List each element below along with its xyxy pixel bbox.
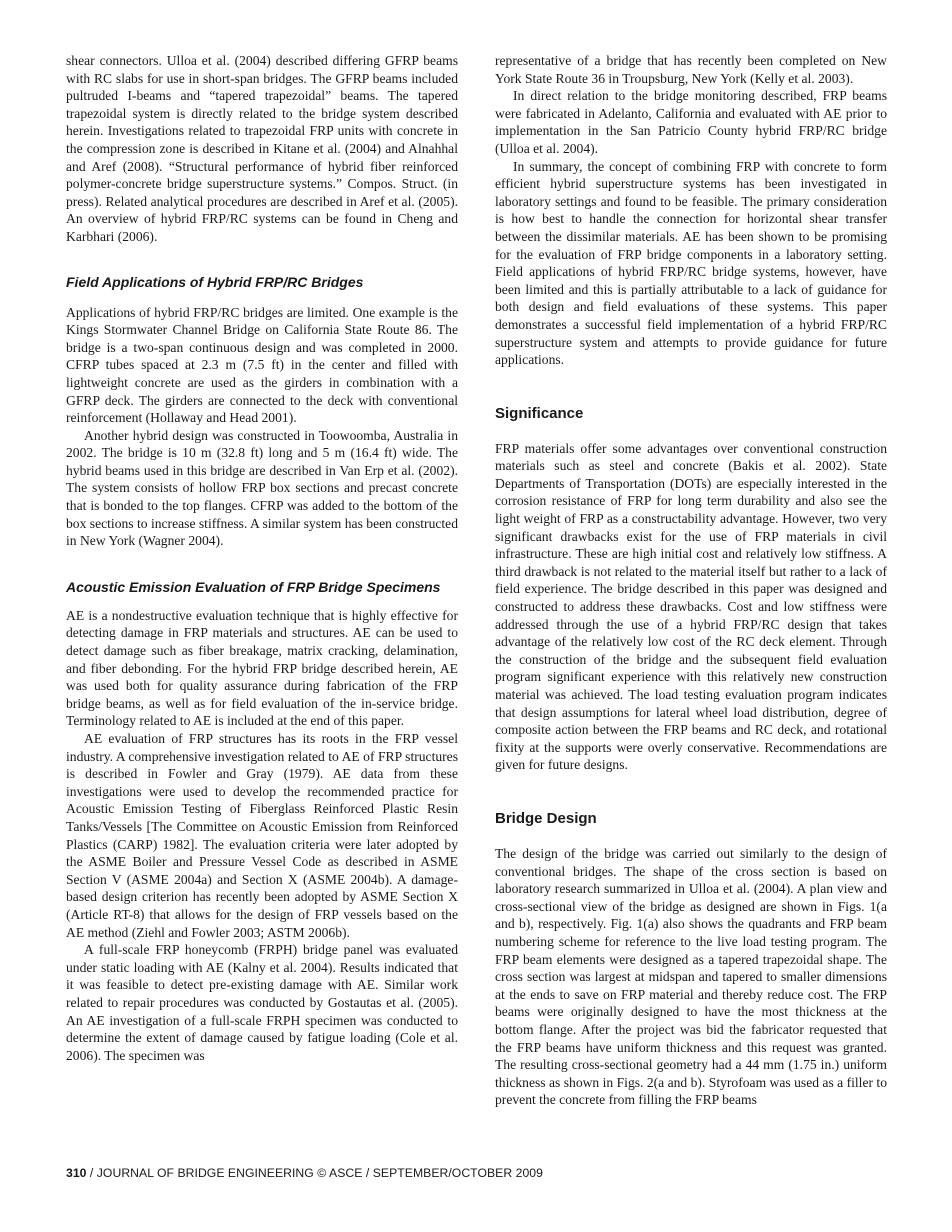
- subheading-field-applications: Field Applications of Hybrid FRP/RC Bridges: [66, 273, 364, 290]
- left-column: [66, 52, 458, 1064]
- paragraph-bridge-monitoring: In direct relation to the bridge monitoring described, FRP beams were fabricated in Adelanto, California and evaluated with AE prior to implementation in the San Patricio County hybrid FRP/RC bridge (Ulloa et al. 2004).: [495, 88, 887, 156]
- paragraph-ae-1: AE is a nondestructive evaluation technique that is highly effective for detecting damage in FRP materials and structures. AE can be used to detect damage such as fiber breakage, matrix cracking, delamination, and fiber debonding. For the hybrid FRP bridge described herein, AE was used both for quality assurance during fabrication of the FRP bridge beams, as well as for field evaluation of the in-service bridge. Terminology related to AE is included at the end of this paper.: [66, 607, 458, 729]
- paragraph-field-applications-2: Another hybrid design was constructed in Toowoomba, Australia in 2002. The bridge is 10 m (32.8 ft) long and 5 m (16.4 ft) wide. The hybrid beams used in this bridge are described in Van Erp et al. (2002). The system consists of hollow FRP box sections and precast concrete that is bonded to the top flanges. CFRP was added to the bottom of the box sections to increase stiffness. A similar system has been constructed in New York (Wagner 2004).: [66, 427, 459, 549]
- paragraph-field-applications-1: Applications of hybrid FRP/RC bridges are limited. One example is the Kings Stormwater Channel Bridge on California State Route 86. The bridge is a two-span continuous design and was completed in 2000. CFRP tubes spaced at 2.3 m (7.5 ft) in the center and filled with lightweight concrete are used as the girders in combination with a GFRP deck. The girders are connected to the deck with conventional reinforcement (Hollaway and Head 2001).: [66, 304, 458, 426]
- section-heading-bridge-design: Bridge Design: [495, 809, 597, 827]
- paragraph-significance: FRP materials offer some advantages over conventional construction materials such as steel and concrete (Bakis et al. 2002). State Departments of Transportation (DOTs) are especially interested in the corrosion resistance of FRP for long term durability and also see the light weight of FRP as a constructability advantage. However, two very significant drawbacks exist for the use of FRP materials in civil infrastructure. These are high initial cost and relatively low stiffness. A third drawback is not related to the material itself but rather to a lack of field experience. The bridge described in this paper was designed and constructed to address these drawbacks. Cost and low stiffness were addressed through the use of a hybrid FRP/RC design that takes advantage of the relatively low cost of the RC deck element. Through the construction of the bridge and the subsequent field evaluation program significant experience with this relatively new construction material was achieved. The load testing evaluation program indicates that design assumptions for lateral wheel load distribution, degree of composite action between the FRP beams and RC deck, and rotational fixity at the supports were overly conservative. Recommendations are given for future designs.: [495, 440, 887, 773]
- page-number: 310: [66, 1166, 87, 1180]
- section-heading-significance: Significance: [495, 404, 584, 422]
- right-column: [495, 52, 887, 1109]
- paragraph-summary: In summary, the concept of combining FRP with concrete to form efficient hybrid superstructure systems has been investigated in laboratory settings and found to be feasible. The primary consideration is how best to handle the connection for horizontal shear transfer between the dissimilar materials. AE has been shown to be promising for the evaluation of FRP bridge components in a laboratory setting. Field applications of hybrid FRP/RC bridge systems, however, have been limited and this is partially attributable to a lack of guidance for both design and field evaluations of these systems. This paper demonstrates a successful field implementation of a hybrid FRP/RC superstructure system and attempts to provide guidance for future applications.: [495, 158, 887, 368]
- paragraph-bridge-design: The design of the bridge was carried out similarly to the design of conventional bridges. The shape of the cross section is based on laboratory research summarized in Ulloa et al. (2004). A plan view and cross-sectional view of the bridge as designed are shown in Figs. 1(a and b), respectively. Fig. 1(a) also shows the quadrants and FRP beam numbering scheme for reference to the live load testing program. The FRP beam elements were designed as a tapered trapezoidal shape. The cross section was largest at midspan and tapered to smaller dimensions at the ends to save on FRP material and thereby reduce cost. The FRP beams were originally designed to have the most thickness at the bottom flange. After the project was bid the fabricator requested that the FRP beams have uniform thickness and this request was granted. The resulting cross-sectional geometry had a 44 mm (1.75 in.) uniform thickness as shown in Figs. 2(a and b). Styrofoam was used as a filler to prevent the concrete from filling the FRP beams: [495, 845, 887, 1108]
- page-footer: [66, 1166, 543, 1180]
- paragraph-ae-3: A full-scale FRP honeycomb (FRPH) bridge panel was evaluated under static loading with AE (Kalny et al. 2004). Results indicated that it was feasible to detect pre-existing damage with AE. Similar work related to repair procedures was conducted by Gostautas et al. (2005). An AE investigation of a full-scale FRPH specimen was conducted to determine the extent of damage caused by fatigue loading (Cole et al. 2006). The specimen was: [66, 942, 458, 1063]
- paragraph-intro-continued: shear connectors. Ulloa et al. (2004) described differing GFRP beams with RC slabs for use in short-span bridges. The GFRP beams included pultruded I-beams and “tapered trapezoidal” beams. The tapered trapezoidal system is directly related to the bridge system described herein. Investigations related to trapezoidal FRP units with concrete in the compression zone is described in Kitane et al. (2004) and Alnahhal and Aref (2008). “Structural performance of hybrid fiber reinforced polymer-concrete bridge superstructure systems.” Compos. Struct. (in press). Related analytical procedures are described in Aref et al. (2005). An overview of hybrid FRP/RC systems can be found in Cheng and Karbhari (2006).: [66, 53, 458, 244]
- paragraph-ae-2: AE evaluation of FRP structures has its roots in the FRP vessel industry. A comprehensive investigation related to AE of FRP structures is described in Fowler and Gray (1979). AE data from these investigations were used to develop the recommended practice for Acoustic Emission Testing of Fiberglass Reinforced Plastic Resin Tanks/Vessels [The Committee on Acoustic Emission from Reinforced Plastics (CARP) 1982]. The evaluation criteria were later adopted by the ASME Boiler and Pressure Vessel Code as described in ASME Section V (ASME 2004a) and Section X (ASME 2004b). A damage-based design criterion has recently been adopted by ASME Section X (Article RT-8) that allows for the design of FRP vessels based on the AE method (Ziehl and Fowler 2003; ASTM 2006b).: [66, 731, 458, 940]
- paragraph-continued: representative of a bridge that has recently been completed on New York State Route 36 in Troupsburg, New York (Kelly et al. 2003).: [495, 53, 887, 86]
- subheading-acoustic-emission: Acoustic Emission Evaluation of FRP Bridge Specimens: [66, 578, 441, 595]
- journal-running-footer: / JOURNAL OF BRIDGE ENGINEERING © ASCE / SEPTEMBER/OCTOBER 2009: [86, 1166, 543, 1180]
